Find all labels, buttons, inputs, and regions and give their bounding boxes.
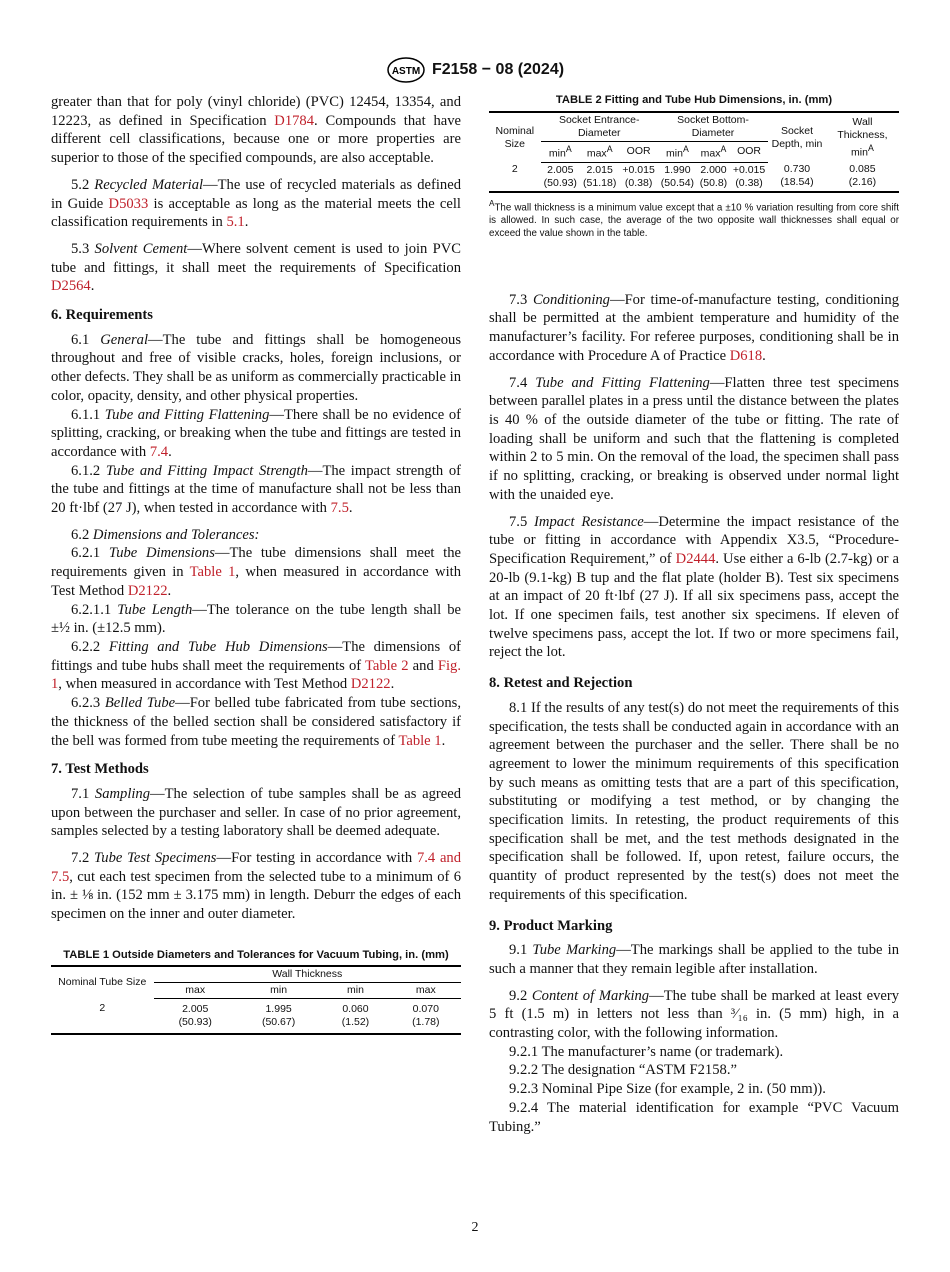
- link-d5033[interactable]: D5033: [108, 195, 149, 212]
- link-fig-1[interactable]: Fig. 1: [51, 657, 461, 693]
- table-cell: 2.015 (51.18): [580, 162, 619, 192]
- astm-logo-icon: [386, 57, 426, 83]
- table-1-subheader: min: [320, 982, 390, 998]
- table-cell: 0.085 (2.16): [826, 162, 899, 192]
- table-cell: 2.000 (50.8): [697, 162, 730, 192]
- left-column: [51, 93, 461, 1035]
- table-2-subheader: OOR: [730, 142, 768, 163]
- table-1: [51, 948, 461, 1035]
- table-2-subheader: $\min^A$: [541, 142, 580, 163]
- section-heading-9: 9. Product Marking: [489, 917, 613, 934]
- paragraph-6-2: 6.2 Dimensions and Tolerances:: [71, 526, 260, 543]
- paragraph-6-2-3: 6.2.3 Belled Tube—For belled tube fabricated from tube sections, the thickness of the belled section shall be considered satisfactory if the bell was formed from tube meeting the requirements of Table 1.: [51, 695, 461, 749]
- link-d1784[interactable]: D1784: [274, 112, 315, 129]
- table-2-header-depth: Socket Depth, min: [768, 112, 826, 162]
- paragraph-6-2-2: 6.2.2 Fitting and Tube Hub Dimensions—The dimensions of fittings and tube hubs shall meet the requirements of Table 2 and Fig. 1, when measured in accordance with Test Method D2122.: [51, 638, 462, 693]
- link-5-1[interactable]: 5.1: [226, 214, 245, 231]
- table-cell: +0.015 (0.38): [619, 162, 657, 192]
- link-7-5[interactable]: 7.5: [330, 500, 349, 517]
- table-2-header-wall: Wall Thickness, $\min^A$: [826, 112, 899, 162]
- table-cell: 0.060 (1.52): [320, 998, 390, 1034]
- section-heading-6: 6. Requirements: [51, 307, 153, 324]
- paragraph-6-1: 6.1 General—The tube and fittings shall be homogeneous throughout and free of visible cracks, holes, foreign inclusions, or other defects. They shall be as uniform as commercially practicable in color, opacity, density, and other physical properties.: [51, 331, 462, 404]
- paragraph-9-2-2: 9.2.2 The designation “ASTM F2158.”: [509, 1062, 737, 1079]
- link-d2122[interactable]: D2122: [350, 676, 391, 693]
- link-d2564[interactable]: D2564: [51, 278, 91, 295]
- paragraph-6-2-1-1: 6.2.1.1 Tube Length—The tolerance on the tube length shall be ±½ in. (±12.5 mm).: [51, 601, 461, 637]
- table-1-caption: TABLE 1 Outside Diameters and Tolerances for Vacuum Tubing, in. (mm): [63, 948, 449, 961]
- table-1-header-wall: Wall Thickness: [154, 966, 462, 983]
- paragraph-7-4: 7.4 Tube and Fitting Flattening—Flatten three test specimens between parallel plates in a press until the distance between the plates is 40 % of the outside diameter of the tube or fitting. The rate of loading shall be uniform and such that the flattening is completed within 2 to 5 min. On the removal of the load, the specimen shall pass if no splitting, cracking, or breaking is observed under normal light with the unaided eye.: [489, 374, 900, 503]
- svg-text:ASTM: ASTM: [391, 66, 421, 77]
- table-1-subheader: max: [391, 982, 461, 998]
- paragraph-9-2-1: 9.2.1 The manufacturer’s name (or trademark).: [509, 1043, 784, 1060]
- paragraph-6-2-1: 6.2.1 Tube Dimensions—The tube dimensions shall meet the requirements given in Table 1, when measured in accordance with Test Method D2122.: [51, 545, 462, 599]
- paragraph-8-1: 8.1 If the results of any test(s) do not meet the requirements of this specification, the tests shall be conducted again in accordance with an agreement between the purchaser and the seller. There shall be no agreement to lower the minimum requirements of this specification by such means as omitting tests that are a part of this specification, substituting or modifying a test method, or by changing the specification limits. In retesting, the product requirements of this specification shall be met, and the test methods designated in the specification shall be followed. If, upon retest, failure occurs, the quantity of product represented by the test(s) does not meet the requirements of this specification.: [489, 699, 899, 903]
- table-1-header-nominal: Nominal Tube Size: [51, 966, 154, 999]
- section-heading-8: 8. Retest and Rejection: [489, 675, 633, 692]
- paragraph-5-2: 5.2 Recycled Material—The use of recycled materials as defined in Guide D5033 is acceptable as long as the material meets the cell classification requirements in 5.1.: [51, 176, 461, 231]
- paragraph-7-1: 7.1 Sampling—The selection of tube samples shall be as agreed upon between the purchaser and seller. In case of no prior agreement, samples selected by a testing laboratory shall be deemed adequate.: [51, 785, 461, 840]
- table-cell: 0.730 (18.54): [768, 162, 826, 192]
- link-table-1[interactable]: Table 1: [398, 732, 442, 749]
- paragraph-6-1-2: 6.1.2 Tube and Fitting Impact Strength—The impact strength of the tube and fittings at the time of manufacture shall not be less than 20 ft·lbf (27 J), when tested in accordance with 7.5.: [51, 462, 461, 517]
- table-2: [489, 93, 899, 240]
- table-2-header-nominal: Nominal Size: [489, 112, 541, 162]
- page-number: 2: [471, 1220, 479, 1235]
- paragraph-7-5: 7.5 Impact Resistance—Determine the impact resistance of the tube or fitting in accordance with Appendix X3.5, “Procedure-Specification Requirement,” of D2444. Use either a 6-lb (2.7-kg) or a 20-lb (9.1-kg) B tup and the flat plate (holder B). Test six specimens at an impact of 20 ft·lbf (27 J). If all six specimens pass, accept the lot. If one specimen fails, test another six specimens. If eleven of twelve specimens pass, accept the lot. If two or more specimens fail, reject the lot.: [489, 513, 899, 661]
- paragraph-7-3: 7.3 Conditioning—For time-of-manufacture testing, conditioning shall be permitted at the ambient temperature and humidity of the manufacturer’s facility. For referee purposes, conditioning shall be in accordance with Procedure A of Practice D618.: [489, 291, 899, 364]
- table-1-subheader: max: [154, 982, 237, 998]
- table-cell: 0.070 (1.78): [391, 998, 461, 1034]
- document-designation: F2158 − 08 (2024): [431, 61, 565, 78]
- table-2-footnote: $^A$The wall thickness is a minimum value except that a ±10 % variation resulting from core shift is allowed. In such case, the average of the two opposite wall thicknesses shall equal or exceed the value shown in the table.: [489, 198, 899, 239]
- right-column: [489, 93, 899, 1136]
- table-cell: 1.995 (50.67): [237, 998, 320, 1034]
- link-7-4[interactable]: 7.4: [149, 443, 169, 460]
- paragraph-9-2: 9.2 Content of Marking—The tube shall be marked at least every 5 ft (1.5 m) in letters not less than ³⁄₁₆ in. (5 mm) high, in a contrasting color, with the following information.: [489, 987, 899, 1042]
- table-row: [51, 998, 461, 1034]
- paragraph-9-2-3: 9.2.3 Nominal Pipe Size (for example, 2 in. (50 mm)).: [509, 1081, 826, 1098]
- table-cell: +0.015 (0.38): [730, 162, 768, 192]
- table-cell: 2.005 (50.93): [541, 162, 580, 192]
- section-heading-7: 7. Test Methods: [51, 761, 149, 778]
- table-2-caption: TABLE 2 Fitting and Tube Hub Dimensions, in. (mm): [555, 94, 833, 106]
- table-cell: 2: [51, 998, 154, 1034]
- link-table-1[interactable]: Table 1: [189, 564, 236, 581]
- table-cell: 2: [489, 162, 541, 192]
- table-cell: 1.990 (50.54): [658, 162, 697, 192]
- table-cell: 2.005 (50.93): [154, 998, 237, 1034]
- table-row: [489, 162, 899, 192]
- link-table-2[interactable]: Table 2: [364, 657, 409, 674]
- table-2-header-bottom: Socket Bottom-Diameter: [658, 112, 768, 142]
- table-1-subheader: min: [237, 982, 320, 998]
- paragraph-7-2: 7.2 Tube Test Specimens—For testing in accordance with 7.4 and 7.5, cut each test specimen from the selected tube to a minimum of 6 in. ± ⅛ in. (152 mm ± 3.175 mm) in length. Deburr the edges of each specimen on the inner and outer diameter.: [51, 850, 462, 923]
- link-d2444[interactable]: D2444: [675, 550, 716, 567]
- table-2-subheader: OOR: [619, 142, 657, 163]
- paragraph-cont: greater than that for poly (vinyl chloride) (PVC) 12454, 13354, and 12223, as defined in Specification D1784. Compounds that have different cell classifications, because one or more properties are superior to those of the specified compounds, are also acceptable.: [51, 94, 461, 167]
- table-2-subheader: $\min^A$: [658, 142, 697, 163]
- paragraph-5-3: 5.3 Solvent Cement—Where solvent cement is used to join PVC tube and fittings, it shall meet the requirements of Specification D2564.: [51, 240, 462, 295]
- table-2-header-entrance: Socket Entrance-Diameter: [541, 112, 658, 142]
- link-d2122[interactable]: D2122: [127, 582, 168, 599]
- paragraph-9-1: 9.1 Tube Marking—The markings shall be applied to the tube in such a manner that they remain legible after installation.: [489, 942, 899, 977]
- link-d618[interactable]: D618: [729, 347, 763, 364]
- page-header: [0, 57, 950, 83]
- paragraph-9-2-4: 9.2.4 The material identification for example “PVC Vacuum Tubing.”: [489, 1099, 899, 1135]
- table-2-subheader: $\max^A$: [697, 142, 730, 163]
- paragraph-6-1-1: 6.1.1 Tube and Fitting Flattening—There shall be no evidence of splitting, cracking, or breaking when the tube and fittings are tested in accordance with 7.4.: [51, 406, 461, 460]
- table-2-subheader: $\max^A$: [580, 142, 619, 163]
- link-7-4-and-7-5[interactable]: 7.4 and 7.5: [51, 850, 462, 885]
